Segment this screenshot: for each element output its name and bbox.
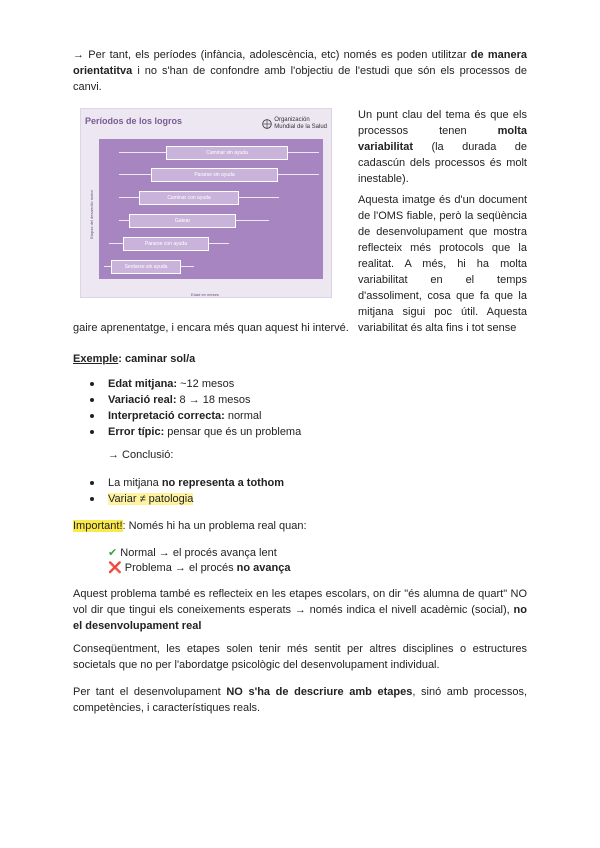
figure-plot	[99, 139, 323, 279]
variability-text: Un punt clau del tema és que els processos tenen	[358, 109, 527, 137]
list-item: Edat mitjana: ~12 mesos	[108, 378, 235, 390]
bar-walk-alone: Caminar sin ayuda	[166, 146, 288, 160]
figure-title: Períodos de los logros	[85, 116, 183, 126]
intro-bold: de manera orientatitva	[73, 49, 527, 77]
paragraph-oms: Aquesta imatge és d'un document de l'OMS fiable, però la seqüència de desenvolupament que mostra reflecteix més protocols que la realitat. A més, hi ha molta variabilitat en el temps d'assoliment, cosa que fa que la mitjana sigui poc útil. Aquesta variabilitat és alta fins i tot sense	[358, 194, 527, 334]
figure-ylabel: Etapas del desarrollo motor	[89, 190, 94, 239]
cross-mark-icon: ❌	[108, 562, 122, 574]
paragraph-final: Per tant el desenvolupament NO s'ha de descriure amb etapes, sinó amb processos, competències, i característiques reals.	[73, 686, 528, 714]
bullet-dot	[90, 382, 94, 386]
bullet-dot	[90, 497, 94, 501]
list-item: Variar ≠ patologia	[108, 493, 194, 505]
bullet-dot	[90, 430, 94, 434]
logo-text-1: Organización	[274, 117, 310, 123]
important-label: Important!	[73, 520, 123, 532]
who-logo	[262, 117, 327, 131]
list-item: Interpretació correcta: normal	[108, 410, 262, 422]
paragraph-school: Aquest problema també es reflecteix en les etapes escolars, on dir "és alumna de quart" NO vol dir que tingui els coneixements esperats → només indica el nivell acadèmic (social), no el desenvolupament real	[73, 588, 527, 632]
important-line	[73, 518, 307, 534]
paragraph-continuation: gaire aprenentatge, i encara més quan aquest hi intervé.	[73, 322, 349, 334]
variability-rest: (la durada de cadascún dels processos és molt inestable).	[358, 141, 527, 185]
list-item: Variació real: 8 → 18 mesos	[108, 394, 251, 406]
list-item: Error típic: pensar que és un problema	[108, 426, 302, 438]
bar-stand-alone: Pararse sin ayuda	[151, 168, 278, 182]
intro-rest: i no s'han de confondre amb l'objectiu de l'estudi que són els processos de canvi.	[73, 65, 527, 93]
bar-crawl: Gatear	[129, 214, 236, 228]
globe-icon	[262, 119, 272, 129]
milestones-figure	[80, 108, 332, 298]
bar-stand-assisted: Pararse con ayuda	[123, 237, 209, 251]
check-mark-icon: ✔	[108, 547, 118, 559]
check-normal: ✔ Normal → el procés avança lent	[108, 547, 277, 559]
logo-text-2: Mundial de la Salud	[274, 124, 327, 130]
bar-sit-alone: Sentarse sin ayuda	[111, 260, 181, 274]
paragraph-consequence: Conseqüentment, les etapes solen tenir més sentit per altres disciplines o estructures societals que no per l'abordatge psicològic del desenvolupament individual.	[73, 643, 527, 671]
bar-walk-assisted: Caminar con ayuda	[139, 191, 239, 205]
bullet-dot	[90, 481, 94, 485]
example-title: : caminar sol/a	[118, 353, 196, 365]
important-text: : Només hi ha un problema real quan:	[122, 520, 307, 532]
example-label: Exemple	[73, 353, 119, 365]
figure-xlabel: Edad en meses	[191, 292, 219, 297]
bullet-dot	[90, 398, 94, 402]
list-item: La mitjana no representa a tothom	[108, 477, 285, 489]
intro-text: → Per tant, els períodes (infància, adolescència, etc) només es poden utilitzar	[73, 49, 471, 61]
bullet-dot	[90, 414, 94, 418]
variability-bold: molta variabilitat	[358, 125, 527, 153]
paragraph-variability	[358, 107, 527, 187]
check-problem: ❌ Problema → el procés no avança	[108, 562, 291, 574]
conclusion-label: → Conclusió:	[108, 449, 174, 461]
paragraph-intro	[73, 47, 527, 95]
example-heading	[73, 351, 195, 367]
